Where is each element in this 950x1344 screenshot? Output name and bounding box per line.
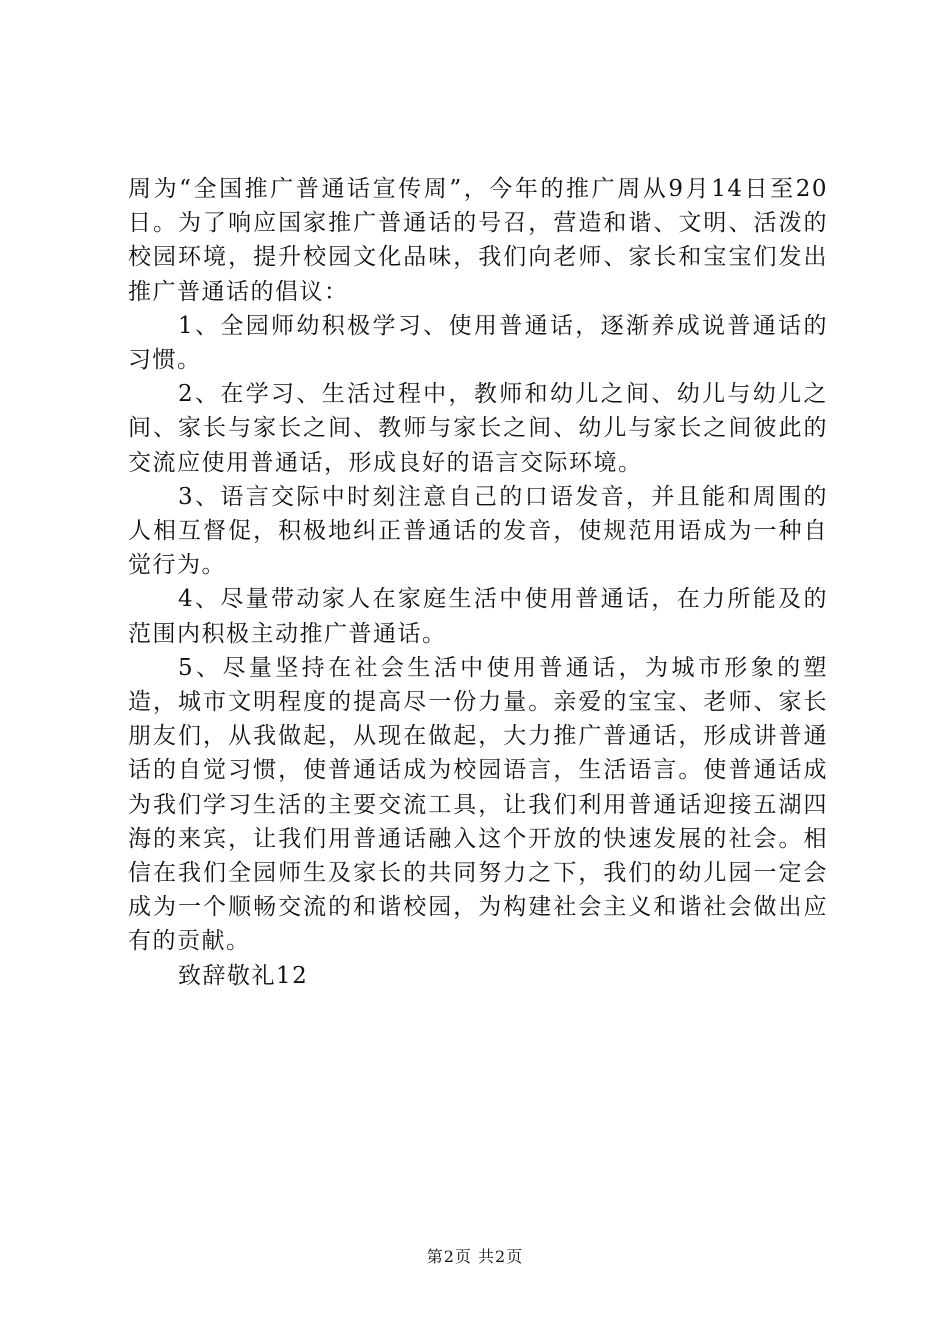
paragraph-proposal-1: 1、全园师幼积极学习、使用普通话，逐渐养成说普通话的习惯。 [128,312,828,374]
paragraph-proposal-4: 4、尽量带动家人在家庭生活中使用普通话，在力所能及的范围内积极主动推广普通话。 [128,586,828,647]
closing-salutation: 致辞敬礼12 [178,962,309,989]
document-body [128,172,828,993]
paragraph-proposal-3: 3、语言交际中时刻注意自己的口语发音，并且能和周围的人相互督促，积极地纠正普通话的发音，使规范用语成为一种自觉行为。 [128,483,828,579]
page-number-footer: 第2页 共2页 [426,1247,524,1266]
paragraph-proposal-5: 5、尽量坚持在社会生活中使用普通话，为城市形象的塑造，城市文明程度的提高尽一份力量。亲爱的宝宝、老师、家长朋友们，从我做起，从现在做起，大力推广普通话，形成讲普通话的自觉习惯，使普通话成为校园语言，生活语言。使普通话成为我们学习生活的主要交流工具，让我们利用普通话迎接五湖四海的来宾，让我们用普通话融入这个开放的快速发展的社会。相信在我们全园师生及家长的共同努力之下，我们的幼儿园一定会成为一个顺畅交流的和谐校园，为构建社会主义和谐社会做出应有的贡献。 [128,654,828,955]
paragraph-intro-continuation: 周为“全国推广普通话宣传周”，今年的推广周从9月14日至20日。为了响应国家推广普通话的号召，营造和谐、文明、活泼的校园环境，提升校园文化品味，我们向老师、家长和宝宝们发出推广普通话的倡议： [128,176,828,305]
paragraph-proposal-2: 2、在学习、生活过程中，教师和幼儿之间、幼儿与幼儿之间、家长与家长之间、教师与家长之间、幼儿与家长之间彼此的交流应使用普通话，形成良好的语言交际环境。 [128,381,828,476]
